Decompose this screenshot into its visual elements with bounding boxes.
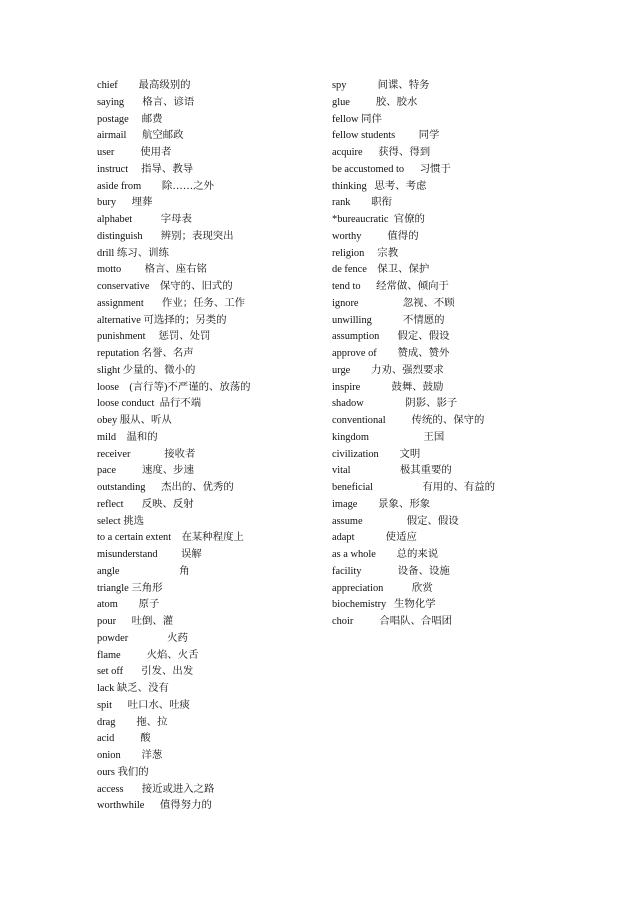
vocab-entry: pour 吐倒、灌 xyxy=(97,616,174,627)
vocab-column-right xyxy=(332,78,622,631)
vocab-entry: select 挑选 xyxy=(97,515,145,527)
vocab-entry: acid 酸 xyxy=(97,733,151,745)
vocab-entry: facility 设备、设施 xyxy=(332,565,450,577)
vocab-entry: unwilling 不情愿的 xyxy=(332,314,445,326)
vocab-entry: loose conduct 品行不端 xyxy=(97,398,202,410)
vocab-entry: powder 火药 xyxy=(97,632,188,644)
vocab-entry: biochemistry 生物化学 xyxy=(332,599,436,611)
vocab-entry: thinking 思考、考虑 xyxy=(332,180,427,192)
vocab-entry: beneficial 有用的、有益的 xyxy=(332,482,496,493)
vocab-entry: urge 力劝、强烈要求 xyxy=(332,364,444,376)
vocab-entry: motto 格言、座右铭 xyxy=(97,264,207,276)
vocab-entry: triangle 三角形 xyxy=(97,582,163,594)
vocab-entry: spy 间谍、特务 xyxy=(332,80,430,91)
vocab-entry: distinguish 辨别；表现突出 xyxy=(97,230,234,242)
vocab-entry: aside from 除……之外 xyxy=(97,180,214,192)
vocab-entry: reputation 名誉、名声 xyxy=(97,348,194,359)
vocab-entry: loose (言行等)不严谨的、放荡的 xyxy=(97,381,251,393)
vocab-entry: to a certain extent 在某种程度上 xyxy=(97,532,244,544)
vocab-entry: spit 吐口水、吐痰 xyxy=(97,699,190,711)
vocab-entry: choir 合唱队、合唱团 xyxy=(332,616,453,627)
vocab-entry: saying 格言、谚语 xyxy=(97,96,195,108)
vocab-entry: rank 职衔 xyxy=(332,197,393,209)
vocab-entry: onion 洋葱 xyxy=(97,750,163,761)
vocab-entry: kingdom 王国 xyxy=(332,431,445,443)
vocab-entry: atom 原子 xyxy=(97,599,160,611)
vocab-entry: bury 埋葬 xyxy=(97,197,153,209)
vocab-entry: chief 最高级别的 xyxy=(97,80,191,91)
vocab-entry: drill 练习、训练 xyxy=(97,247,169,259)
vocab-entry: mild 温和的 xyxy=(97,431,158,443)
vocab-entry: assignment 作业；任务、工作 xyxy=(97,297,246,309)
vocab-entry: glue 胶、胶水 xyxy=(332,96,418,108)
vocab-entry: angle 角 xyxy=(97,565,190,577)
vocab-entry: airmail 航空邮政 xyxy=(97,130,184,142)
vocab-entry: shadow 阴影、影子 xyxy=(332,398,458,410)
vocab-entry: punishment 惩罚、处罚 xyxy=(97,331,211,343)
vocab-entry: pace 速度、步速 xyxy=(97,465,194,477)
vocab-entry: religion 宗教 xyxy=(332,247,399,259)
vocab-entry: ours 我们的 xyxy=(97,766,149,778)
vocab-entry: vital 极其重要的 xyxy=(332,465,452,477)
vocab-entry: civilization 文明 xyxy=(332,448,421,460)
vocab-entry: instruct 指导、教导 xyxy=(97,163,194,175)
vocab-entry: assumption 假定、假设 xyxy=(332,331,450,343)
vocab-entry: adapt 使适应 xyxy=(332,532,417,544)
vocab-entry: tend to 经常做、倾向于 xyxy=(332,281,449,292)
vocab-entry: inspire 鼓舞、鼓励 xyxy=(332,381,444,393)
vocab-entry: obey 服从、听从 xyxy=(97,415,172,426)
vocab-entry: lack 缺乏、没有 xyxy=(97,683,169,694)
vocab-entry: worthy 值得的 xyxy=(332,230,419,242)
vocab-entry: set off 引发、出发 xyxy=(97,666,194,678)
vocab-entry: reflect 反映、反射 xyxy=(97,498,194,510)
vocab-entry: alphabet 字母表 xyxy=(97,214,192,225)
vocab-entry: fellow 同伴 xyxy=(332,113,382,125)
vocab-entry: misunderstand 误解 xyxy=(97,549,202,560)
vocab-entry: as a whole 总的来说 xyxy=(332,549,439,560)
vocab-entry: *bureaucratic 官僚的 xyxy=(332,214,425,225)
vocab-entry: ignore 忽视、不顾 xyxy=(332,297,455,309)
vocab-column-left xyxy=(97,78,327,815)
vocab-entry: be accustomed to 习惯于 xyxy=(332,163,451,175)
vocab-entry: assume 假定、假设 xyxy=(332,515,459,527)
vocab-entry: outstanding 杰出的、优秀的 xyxy=(97,482,234,493)
vocab-entry: fellow students 同学 xyxy=(332,130,440,142)
vocab-entry: approve of 赞成、赞外 xyxy=(332,348,450,359)
vocab-entry: receiver 接收者 xyxy=(97,448,196,460)
vocab-entry: flame 火焰、火舌 xyxy=(97,649,199,661)
vocab-entry: alternative 可选择的；另类的 xyxy=(97,314,227,326)
vocab-entry: postage 邮费 xyxy=(97,113,163,125)
vocab-entry: access 接近或进入之路 xyxy=(97,783,215,795)
vocab-entry: slight 少量的、微小的 xyxy=(97,364,196,376)
vocab-entry: appreciation 欣赏 xyxy=(332,582,433,594)
vocab-entry: conservative 保守的、旧式的 xyxy=(97,281,233,292)
vocab-entry: conventional 传统的、保守的 xyxy=(332,415,485,426)
vocab-entry: user 使用者 xyxy=(97,147,172,158)
vocab-entry: worthwhile 值得努力的 xyxy=(97,800,212,812)
vocab-entry: image 景象、形象 xyxy=(332,498,431,510)
vocab-entry: drag 拖、拉 xyxy=(97,716,168,728)
vocab-entry: acquire 获得、得到 xyxy=(332,147,431,158)
vocab-entry: de fence 保卫、保护 xyxy=(332,264,430,276)
